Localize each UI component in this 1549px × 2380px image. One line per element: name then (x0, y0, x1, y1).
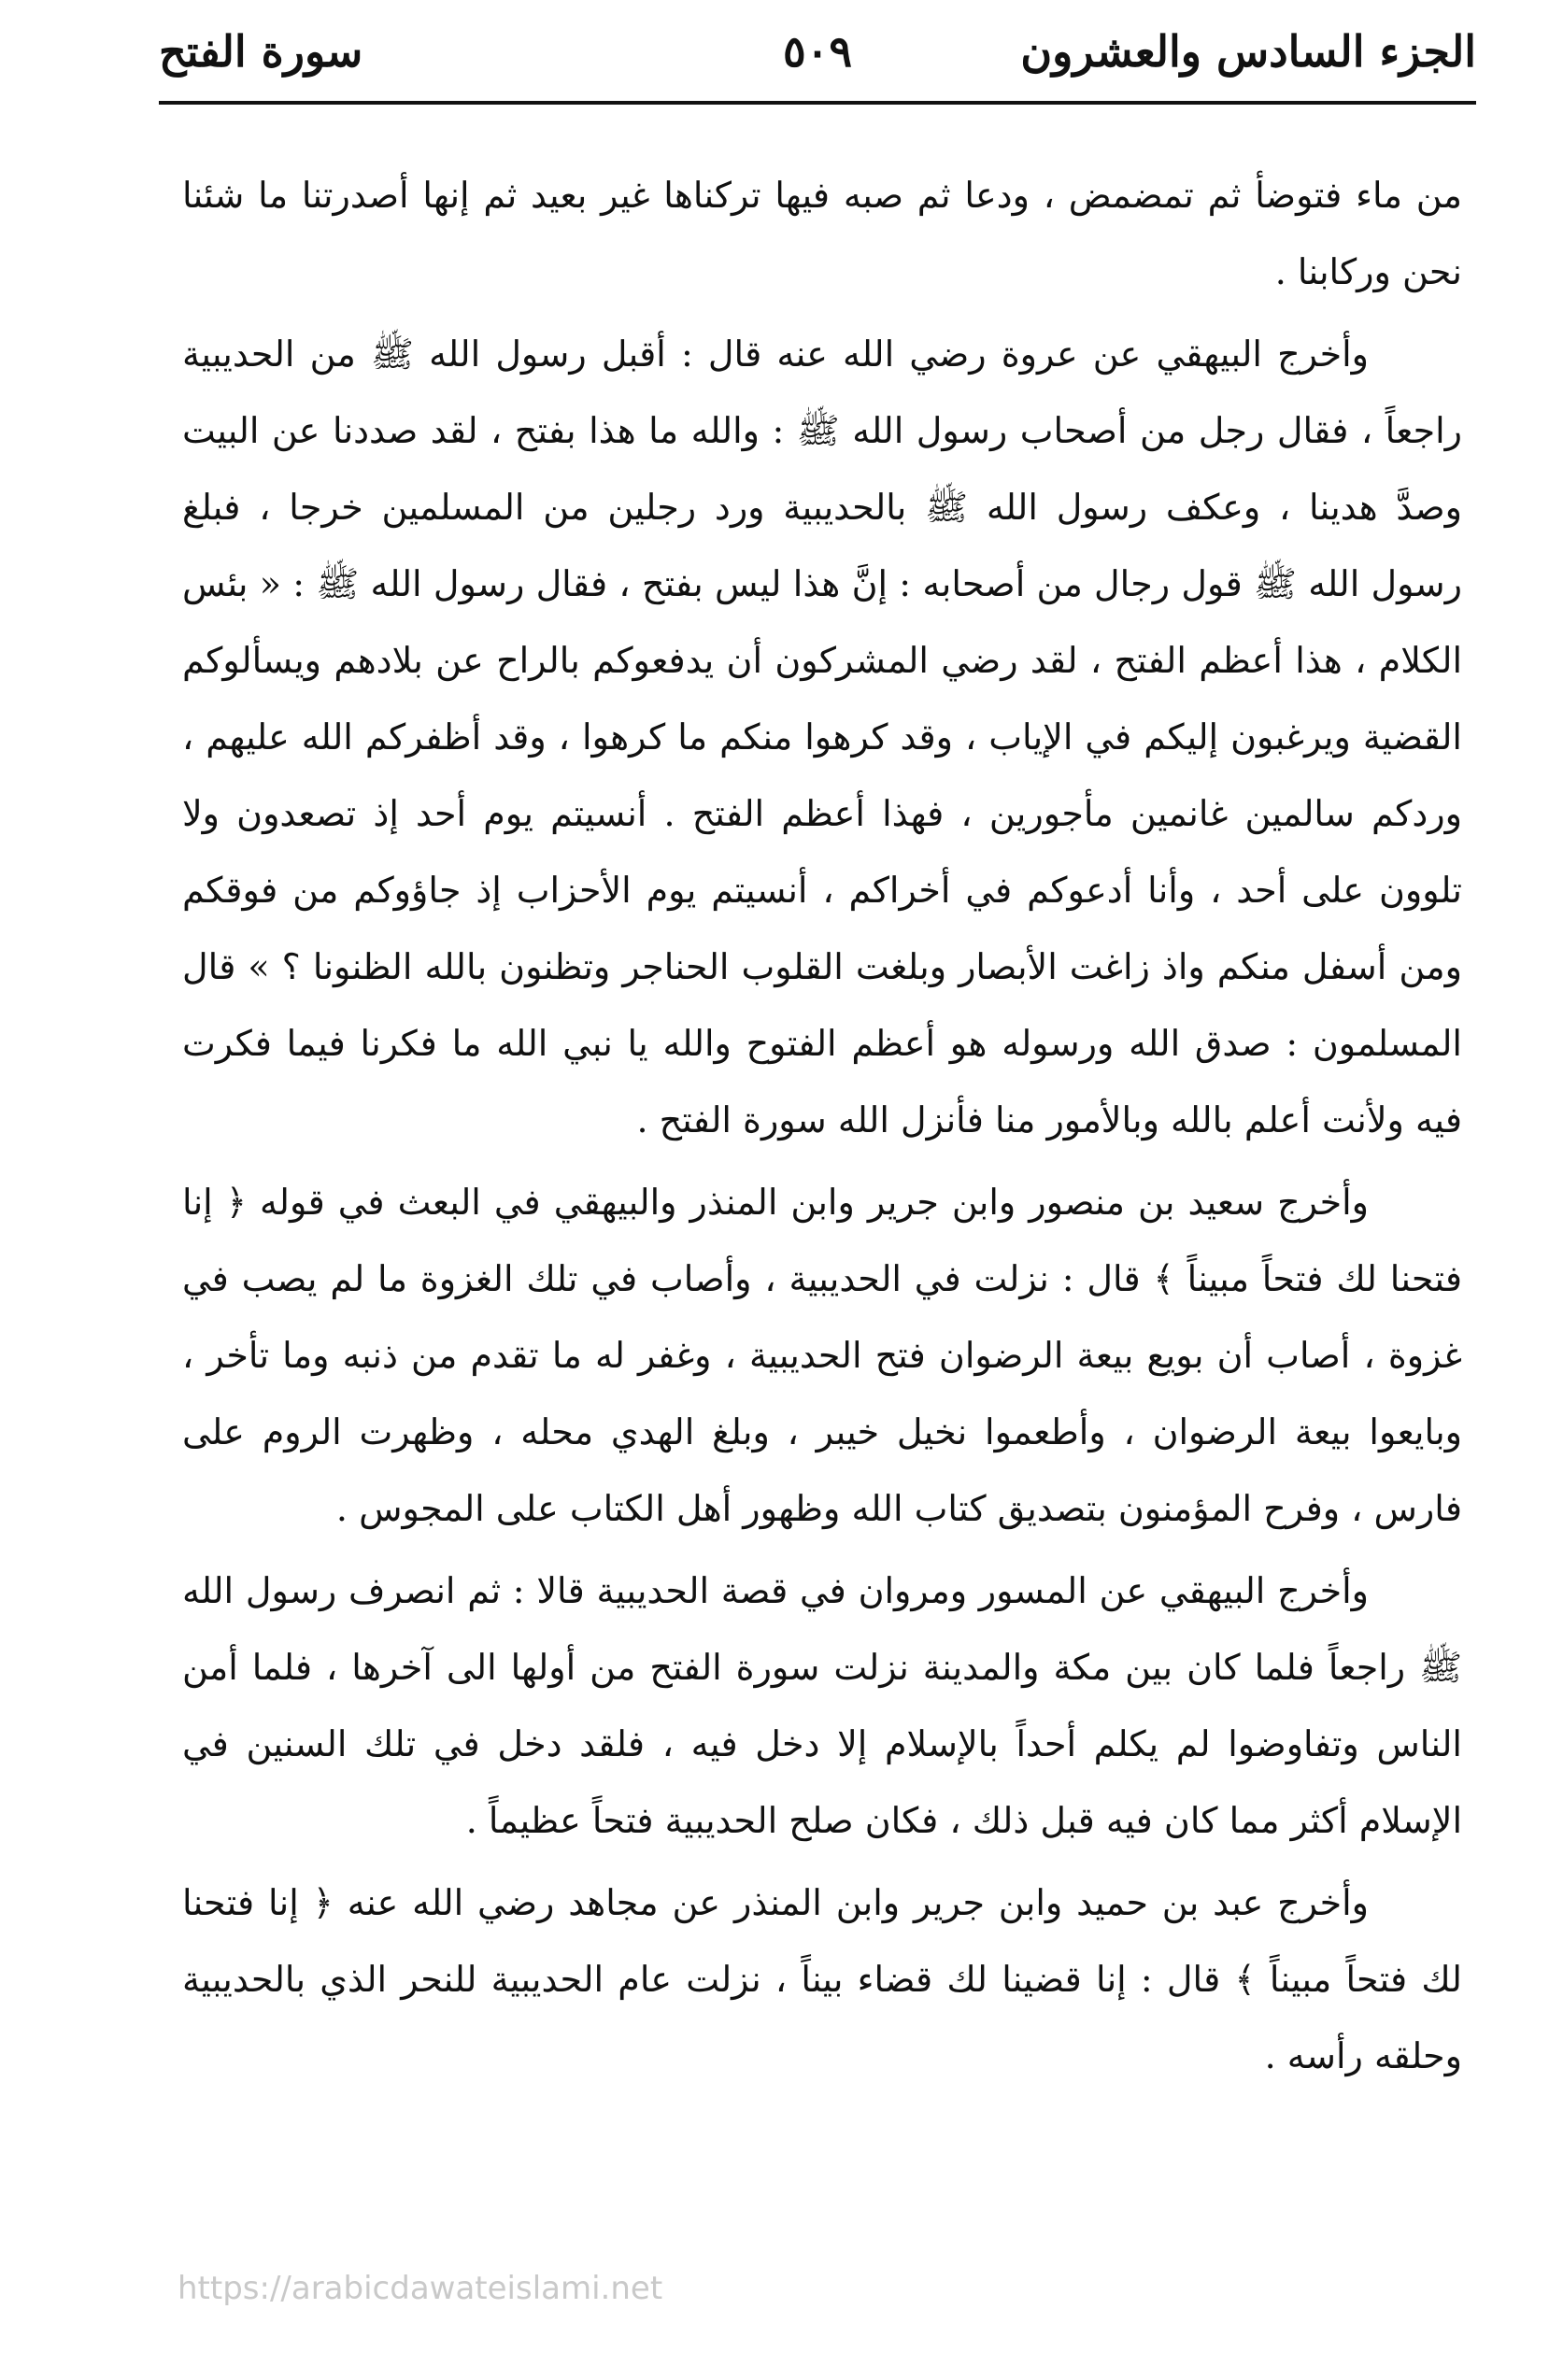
page-body (182, 157, 1462, 2100)
running-head-juz: الجزء السادس والعشرون (1020, 26, 1476, 77)
page-number: ٥٠٩ (782, 26, 853, 77)
paragraph-mujahid: وأخرج عبد بن حميد وابن جرير وابن المنذر عن مجاهد رضي الله عنه ﴿ إنا فتحنا لك فتحاً مبيناً ﴾ قال : إنا قضينا لك قضاء بيناً ، نزلت عام الحديبية للنحر الذي بالحديبية وحلقه رأسه . (182, 1882, 1462, 2076)
page-header (159, 17, 1476, 101)
paragraph-continuation: من ماء فتوضأ ثم تمضمض ، ودعا ثم صبه فيها تركناها غير بعيد ثم إنها أصدرتنا ما شئنا نحن وركابنا . (182, 175, 1462, 292)
watermark-url: https://arabicdawateislami.net (178, 2270, 663, 2307)
header-rule (159, 101, 1476, 105)
paragraph-said-ibn-mansur: وأخرج سعيد بن منصور وابن جرير وابن المنذر والبيهقي في البعث في قوله ﴿ إنا فتحنا لك فتحاً مبيناً ﴾ قال : نزلت في الحديبية ، وأصاب في تلك الغزوة ما لم يصب في غزوة ، أصاب أن بويع بيعة الرضوان فتح الحديبية ، وغفر له ما تقدم من ذنبه وما تأخر ، وبايعوا بيعة الرضوان ، وأطعموا نخيل خيبر ، وبلغ الهدي محله ، وظهرت الروم على فارس ، وفرح المؤمنون بتصديق كتاب الله وظهور أهل الكتاب على المجوس . (182, 1182, 1462, 1529)
running-head-surah: سورة الفتح (159, 26, 363, 77)
paragraph-urwa-report: وأخرج البيهقي عن عروة رضي الله عنه قال : أقبل رسول الله ﷺ من الحديبية راجعاً ، فقال رجل من أصحاب رسول الله ﷺ : والله ما هذا بفتح ، لقد صددنا عن البيت وصدَّ هدينا ، وعكف رسول الله ﷺ بالحديبية ورد رجلين من المسلمين خرجا ، فبلغ رسول الله ﷺ قول رجال من أصحابه : إنَّ هذا ليس بفتح ، فقال رسول الله ﷺ : « بئس الكلام ، هذا أعظم الفتح ، لقد رضي المشركون أن يدفعوكم بالراح عن بلادهم ويسألوكم القضية ويرغبون إليكم في الإياب ، وقد كرهوا منكم ما كرهوا ، وقد أظفركم الله عليهم ، وردكم سالمين غانمين مأجورين ، فهذا أعظم الفتح . أنسيتم يوم أحد إذ تصعدون ولا تلوون على أحد ، وأنا أدعوكم في أخراكم ، أنسيتم يوم الأحزاب إذ جاؤوكم من فوقكم ومن أسفل منكم واذ زاغت الأبصار وبلغت القلوب الحناجر وتظنون بالله الظنونا ؟ » قال المسلمون : صدق الله ورسوله هو أعظم الفتوح والله يا نبي الله ما فكرنا فيما فكرت فيه ولأنت أعلم بالله وبالأمور منا فأنزل الله سورة الفتح . (182, 333, 1462, 1140)
paragraph-miswar-marwan: وأخرج البيهقي عن المسور ومروان في قصة الحديبية قالا : ثم انصرف رسول الله ﷺ راجعاً فلما كان بين مكة والمدينة نزلت سورة الفتح من أولها الى آخرها ، فلما أمن الناس وتفاوضوا لم يكلم أحداً بالإسلام إلا دخل فيه ، فلقد دخل في تلك السنين في الإسلام أكثر مما كان فيه قبل ذلك ، فكان صلح الحديبية فتحاً عظيماً . (182, 1570, 1462, 1841)
